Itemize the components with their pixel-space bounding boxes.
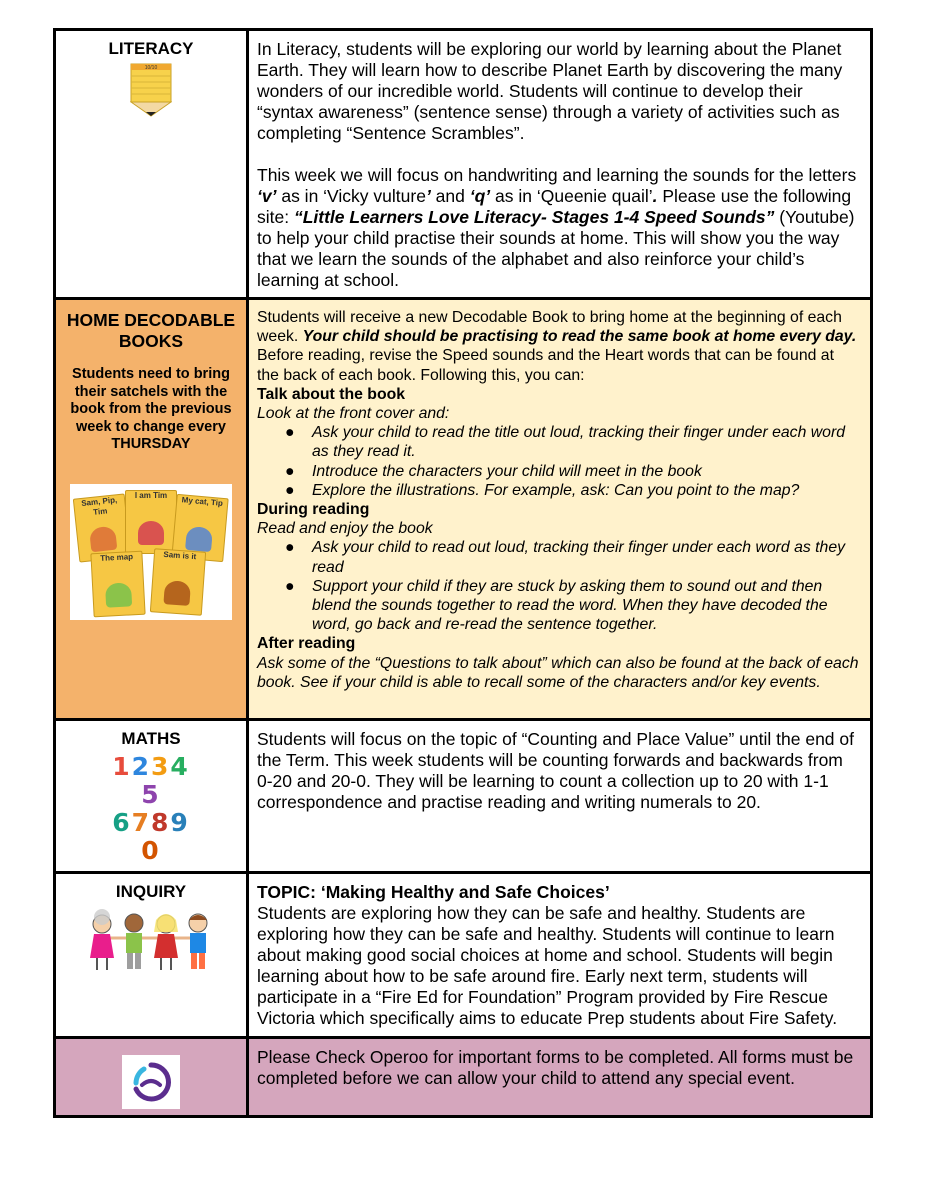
bullet: ● — [285, 577, 295, 595]
pencil-label: 10/10 — [144, 65, 158, 71]
operoo-logo-cell — [55, 1038, 248, 1117]
inquiry-content-cell — [248, 873, 872, 1038]
list-item-text: Support your child if they are stuck by asking them to sound out and then blend the sounds together to read the word. When they have decoded the word, go back and re-read the sentence together. — [312, 577, 828, 634]
intro-text: Students will receive a new Decodable Book to bring home at the beginning of each week. — [257, 309, 842, 346]
maths-row — [55, 720, 872, 873]
literacy-text: Please use the following site: — [257, 186, 852, 227]
numbers-row-1 — [106, 753, 196, 809]
literacy-text: and — [430, 186, 470, 206]
digit: 2 — [131, 752, 151, 781]
operoo-text: Please Check Operoo for important forms to be completed. All forms must be completed before we can allow your child to attend any special event. — [257, 1047, 854, 1088]
list-item — [285, 423, 860, 461]
home-books-subject-cell — [55, 299, 248, 720]
bullet: ● — [285, 424, 295, 442]
literacy-content-cell — [248, 30, 872, 299]
during-heading: During reading — [257, 501, 370, 519]
literacy-subject-cell — [55, 30, 248, 299]
during-subheading: Read and enjoy the book — [257, 520, 433, 538]
book-title: The map — [99, 551, 134, 563]
inquiry-heading: INQUIRY — [115, 882, 187, 901]
operoo-logo-icon — [122, 1055, 180, 1109]
digit: 5 — [141, 780, 161, 809]
inquiry-text: Students are exploring how they can be safe and healthy. Students are exploring how they can be safe and healthy. Students will continue to learn about making good social choices at home and school. Students will begin learning about how to be safe around fire. Early next term, students will participate in a “Fire Ed for Foundation” Program provided by Fire Rescue Victoria which specifically aims to educate Prep students about Fire Safety. — [257, 903, 838, 1028]
operoo-row — [55, 1038, 872, 1117]
after-heading: After reading — [257, 635, 356, 653]
digit: 4 — [170, 752, 190, 781]
maths-text: Students will focus on the topic of “Counting and Place Value” until the end of the Term. This week students will be counting forwards and backwards from 0-20 and 20-0. They will be learning to count a collection up to 20 with 1-1 correspondence and practise reading and writing numerals to 20. — [257, 729, 854, 812]
newsletter-table — [53, 28, 873, 1118]
digit: 9 — [170, 808, 190, 837]
literacy-text: This week we will focus on handwriting and learning the sounds for the letters — [257, 165, 857, 185]
digit: 3 — [151, 752, 171, 781]
talk-subheading: Look at the front cover and: — [257, 405, 450, 423]
list-item-text: Ask your child to read out loud, tracking their finger under each word as they read — [312, 539, 845, 576]
digit: 8 — [151, 808, 171, 837]
maths-heading: MATHS — [121, 729, 181, 748]
operoo-logo — [122, 1055, 180, 1109]
list-item — [285, 538, 860, 576]
maths-subject-cell — [55, 720, 248, 873]
intro-text: Before reading, revise the Speed sounds and the Heart words that can be found at the back of each book. Following this, you can: — [257, 347, 834, 384]
children-holding-hands-icon — [86, 908, 216, 976]
letter-q: ‘q’ — [469, 186, 491, 206]
pencil-icon — [130, 62, 172, 118]
inquiry-row — [55, 873, 872, 1038]
literacy-text: ’ — [425, 186, 431, 206]
digit: 1 — [112, 752, 132, 781]
list-item-text: Explore the illustrations. For example, ask: Can you point to the map? — [312, 481, 800, 499]
book-cover — [90, 550, 145, 617]
bullet: ● — [285, 539, 295, 557]
list-item — [285, 481, 860, 500]
decodable-books-image — [70, 484, 232, 620]
digit: 0 — [141, 836, 161, 865]
maths-content-cell — [248, 720, 872, 873]
list-item — [285, 577, 860, 635]
bullet: ● — [285, 481, 295, 499]
practise-daily-text: Your child should be practising to read the same book at home every day. — [302, 328, 857, 346]
literacy-text: as in ‘Vicky vulture — [276, 186, 426, 206]
talk-list — [257, 423, 860, 500]
letter-v: ‘v’ — [257, 186, 277, 206]
literacy-paragraph-1: In Literacy, students will be exploring our world by learning about the Planet Earth. They will learn how to describe Planet Earth by discovering the many wonders of our incredible world. Students will continue to develop their “syntax awareness” (sentence sense) through a variety of activities such as completing “Sentence Scrambles”. — [257, 39, 843, 143]
literacy-text: as in ‘Queenie quail’ — [490, 186, 653, 206]
list-item — [285, 462, 860, 481]
book-title: My cat, Tip — [181, 494, 224, 508]
book-cover — [150, 548, 206, 615]
speed-sounds-site: “Little Learners Love Literacy- Stages 1-4 Speed Sounds” — [293, 207, 775, 227]
list-item-text: Introduce the characters your child will meet in the book — [312, 462, 702, 480]
literacy-text: (Youtube) to help your child practise their sounds at home. This will show you the way that we learn the sounds of the alphabet and also reinforce your child’s learning at school. — [257, 207, 855, 290]
digit: 6 — [112, 808, 132, 837]
book-title: Sam is it — [163, 549, 197, 561]
satchel-note: Students need to bring their satchels with the book from the previous week to change every THURSDAY — [70, 366, 232, 452]
bullet: ● — [285, 462, 295, 480]
digit: 7 — [131, 808, 151, 837]
literacy-row — [55, 30, 872, 299]
literacy-text: . — [652, 186, 658, 206]
list-item-text: Ask your child to read the title out loud, tracking their finger under each word as they read it. — [312, 424, 845, 461]
home-books-row — [55, 299, 872, 720]
operoo-content-cell — [248, 1038, 872, 1117]
book-title: I am Tim — [134, 490, 168, 500]
numbers-graphic — [106, 753, 196, 865]
talk-heading: Talk about the book — [257, 385, 406, 403]
numbers-row-2 — [106, 809, 196, 865]
home-books-intro — [257, 308, 860, 385]
home-books-content-cell — [248, 299, 872, 720]
after-text: Ask some of the “Questions to talk about” which can also be found at the back of each book. See if your child is able to recall some of the characters and/or key events. — [257, 654, 859, 691]
inquiry-topic: TOPIC: ‘Making Healthy and Safe Choices’ — [257, 882, 610, 902]
home-books-heading: HOME DECODABLE BOOKS — [66, 310, 236, 351]
book-title: Sam, Pip, Tim — [80, 494, 118, 517]
literacy-paragraph-2 — [257, 165, 860, 291]
inquiry-subject-cell — [55, 873, 248, 1038]
during-list — [257, 538, 860, 634]
book-cover — [125, 490, 177, 554]
literacy-heading: LITERACY — [108, 39, 194, 58]
